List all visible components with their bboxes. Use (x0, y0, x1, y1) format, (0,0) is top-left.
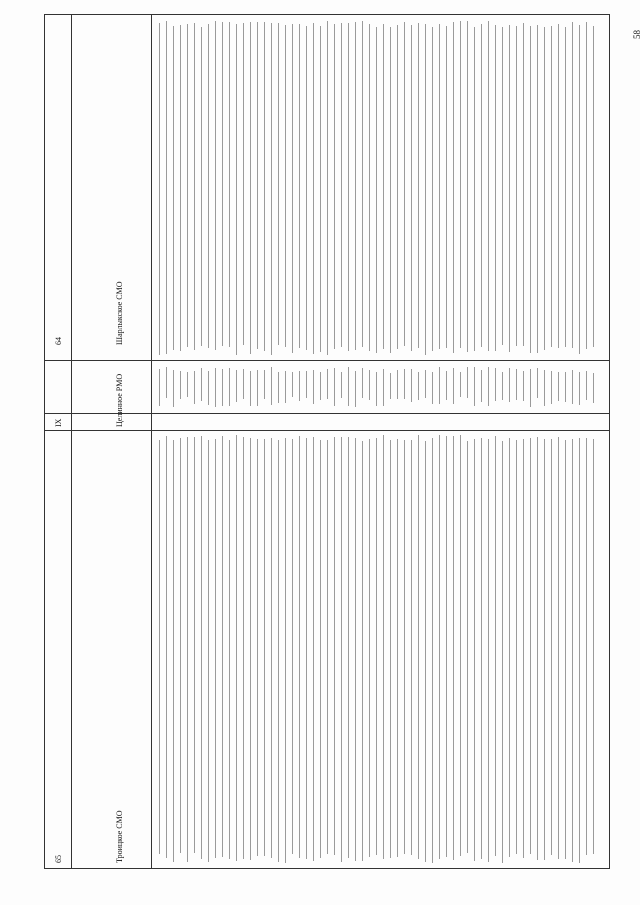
text-line (404, 22, 405, 346)
text-line (194, 437, 195, 853)
row-name-tselinnoe: Целинное РМО (115, 373, 124, 427)
text-line (180, 438, 181, 853)
text-line (271, 438, 272, 858)
text-line (376, 372, 377, 405)
row-name-troitskoe: Троицкое СМО (115, 810, 124, 863)
text-line (180, 25, 181, 350)
row-divider (45, 430, 609, 431)
text-line (572, 439, 573, 861)
text-line (173, 370, 174, 406)
text-line (285, 438, 286, 863)
row-divider (45, 360, 609, 361)
text-line (495, 25, 496, 352)
text-line (320, 26, 321, 352)
text-line (243, 437, 244, 860)
text-line (208, 440, 209, 862)
text-line (425, 441, 426, 862)
text-line (593, 439, 594, 854)
text-line (355, 438, 356, 861)
text-line (383, 435, 384, 859)
text-line (187, 372, 188, 397)
text-line (313, 437, 314, 861)
text-line (201, 27, 202, 347)
text-line (516, 440, 517, 854)
text-line (341, 372, 342, 398)
cell-text-block (159, 21, 599, 355)
text-line (516, 26, 517, 345)
text-line (257, 439, 258, 856)
text-line (586, 438, 587, 855)
text-line (530, 369, 531, 407)
text-line (334, 437, 335, 855)
text-line (432, 27, 433, 351)
text-line (243, 369, 244, 399)
text-line (299, 436, 300, 858)
text-line (565, 440, 566, 859)
text-line (509, 25, 510, 352)
text-line (432, 372, 433, 405)
text-line (362, 368, 363, 399)
text-line (579, 438, 580, 863)
column-divider-name (151, 15, 152, 868)
cell-text-block (159, 367, 599, 407)
text-line (509, 438, 510, 857)
page-number: 58 (632, 30, 642, 39)
text-line (369, 370, 370, 401)
text-line (166, 367, 167, 398)
row-number-64: 64 (54, 337, 63, 345)
text-line (208, 24, 209, 348)
text-line (383, 369, 384, 406)
text-line (432, 438, 433, 863)
text-line (481, 24, 482, 347)
text-line (467, 441, 468, 854)
text-line (397, 370, 398, 399)
text-line (222, 436, 223, 857)
text-line (446, 371, 447, 400)
text-line (572, 22, 573, 348)
text-line (306, 26, 307, 349)
text-line (439, 24, 440, 349)
text-line (404, 369, 405, 399)
text-line (439, 435, 440, 859)
text-line (327, 440, 328, 854)
row-name-sharlykskoe: Шарлыкское СМО (115, 281, 124, 345)
text-line (173, 440, 174, 862)
text-line (537, 437, 538, 861)
row-divider (45, 413, 609, 414)
text-line (502, 372, 503, 400)
text-line (537, 368, 538, 397)
text-line (390, 373, 391, 399)
text-line (215, 21, 216, 350)
text-line (544, 370, 545, 406)
text-line (278, 23, 279, 345)
text-line (306, 438, 307, 859)
text-line (425, 24, 426, 355)
row-number-65: 65 (54, 855, 63, 863)
text-line (236, 435, 237, 861)
text-line (320, 372, 321, 400)
text-line (425, 370, 426, 398)
text-line (551, 439, 552, 856)
text-line (453, 436, 454, 860)
text-line (271, 23, 272, 355)
text-line (376, 27, 377, 353)
text-line (187, 437, 188, 862)
text-line (495, 368, 496, 401)
text-line (544, 439, 545, 860)
text-line (523, 439, 524, 858)
text-line (411, 369, 412, 402)
text-line (502, 441, 503, 863)
text-line (369, 24, 370, 351)
text-line (397, 25, 398, 349)
text-line (278, 440, 279, 862)
text-line (474, 27, 475, 351)
text-line (320, 440, 321, 859)
text-line (159, 440, 160, 854)
text-line (495, 436, 496, 856)
text-line (523, 23, 524, 346)
text-line (355, 371, 356, 406)
text-line (383, 24, 384, 349)
text-line (348, 367, 349, 405)
text-line (257, 22, 258, 349)
text-line (579, 372, 580, 405)
text-line (285, 25, 286, 347)
text-line (460, 372, 461, 397)
text-line (530, 438, 531, 855)
text-line (327, 369, 328, 400)
text-line (173, 26, 174, 351)
text-line (222, 369, 223, 406)
text-line (292, 372, 293, 397)
text-line (278, 372, 279, 403)
text-line (313, 370, 314, 404)
text-line (362, 441, 363, 861)
text-line (593, 373, 594, 403)
text-line (201, 368, 202, 401)
text-line (334, 368, 335, 406)
text-line (418, 435, 419, 858)
text-line (250, 371, 251, 406)
text-line (488, 439, 489, 861)
text-line (222, 22, 223, 346)
text-line (292, 439, 293, 854)
text-line (243, 23, 244, 345)
text-line (579, 25, 580, 355)
text-line (334, 24, 335, 349)
text-line (530, 26, 531, 353)
text-line (467, 21, 468, 352)
text-line (558, 372, 559, 401)
text-line (369, 439, 370, 857)
text-line (362, 21, 363, 347)
text-line (271, 367, 272, 405)
text-line (481, 370, 482, 402)
text-line (523, 371, 524, 401)
text-line (481, 438, 482, 859)
text-line (586, 371, 587, 400)
text-line (565, 372, 566, 402)
text-line (166, 21, 167, 353)
text-line (257, 370, 258, 406)
text-line (264, 439, 265, 856)
text-line (544, 27, 545, 350)
text-line (292, 24, 293, 353)
text-line (502, 27, 503, 346)
text-line (397, 439, 398, 856)
text-line (418, 372, 419, 399)
text-line (446, 26, 447, 348)
text-line (250, 438, 251, 860)
text-line (285, 371, 286, 402)
text-line (488, 21, 489, 350)
text-line (299, 371, 300, 401)
text-line (306, 371, 307, 398)
text-line (250, 22, 251, 354)
text-line (264, 370, 265, 400)
text-line (201, 436, 202, 859)
text-line (299, 24, 300, 347)
text-line (215, 439, 216, 858)
text-line (390, 440, 391, 857)
text-line (376, 438, 377, 855)
text-line (264, 22, 265, 351)
text-line (586, 22, 587, 349)
text-line (418, 23, 419, 348)
cell-text-block (159, 435, 599, 863)
text-line (453, 22, 454, 354)
text-line (187, 24, 188, 347)
text-line (411, 440, 412, 855)
text-line (439, 367, 440, 404)
text-line (411, 25, 412, 352)
text-line (348, 437, 349, 858)
text-line (229, 22, 230, 347)
text-line (509, 368, 510, 403)
text-line (558, 24, 559, 348)
text-line (341, 23, 342, 346)
text-line (229, 368, 230, 405)
text-line (558, 437, 559, 859)
text-line (180, 371, 181, 399)
text-line (551, 371, 552, 404)
text-line (194, 23, 195, 350)
text-line (446, 436, 447, 857)
text-line (236, 370, 237, 402)
text-line (453, 368, 454, 404)
text-line (516, 369, 517, 400)
text-line (488, 367, 489, 405)
text-line (208, 371, 209, 405)
text-line (355, 22, 356, 350)
text-line (593, 26, 594, 347)
row-number-ix: IX (54, 418, 63, 427)
text-line (215, 368, 216, 407)
text-line (194, 371, 195, 403)
text-line (467, 367, 468, 398)
text-line (474, 439, 475, 861)
text-line (159, 369, 160, 407)
text-line (313, 23, 314, 354)
text-line (166, 436, 167, 859)
text-line (229, 440, 230, 859)
text-line (236, 24, 237, 355)
text-line (537, 25, 538, 354)
text-line (390, 27, 391, 354)
text-line (572, 370, 573, 404)
text-line (565, 27, 566, 347)
text-line (551, 26, 552, 347)
column-divider-num (71, 15, 72, 868)
text-line (327, 21, 328, 354)
text-line (404, 440, 405, 854)
tariff-table (44, 14, 610, 869)
text-line (474, 367, 475, 406)
text-line (460, 21, 461, 348)
text-line (159, 23, 160, 355)
text-line (460, 435, 461, 856)
text-line (348, 23, 349, 351)
text-line (341, 437, 342, 862)
